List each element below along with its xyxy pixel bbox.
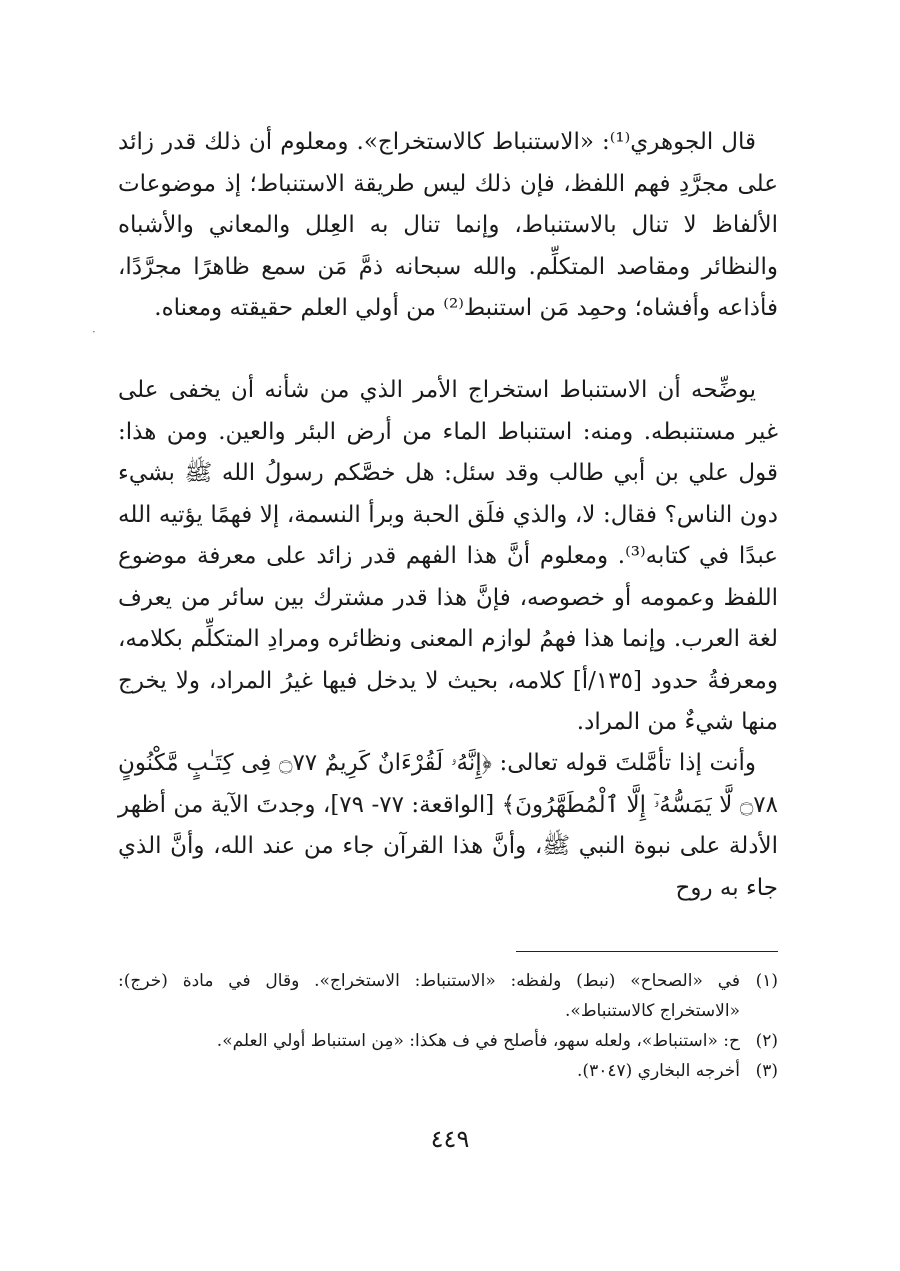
footnotes — [118, 966, 778, 1086]
footnote-text: أخرجه البخاري (٣٠٤٧). — [577, 1061, 740, 1081]
paragraph-2 — [118, 370, 778, 744]
footnote-number: (٣) — [755, 1061, 778, 1081]
footnote-text: ح: «استنباط»، ولعله سهو، فأصلح في ف هكذا: «مِن استنباط أولي العلم». — [216, 1031, 740, 1051]
margin-mark: · — [92, 325, 96, 339]
footnote-text: في «الصحاح» (نبط) ولفظه: «الاستنباط: الاستخراج». وقال في مادة (خرج): «الاستخراج كالاستنباط». — [118, 971, 740, 1021]
footnote-1 — [118, 966, 778, 1026]
paragraph-3-text: وأنت إذا تأمَّلتَ قوله تعالى: ﴿إِنَّهُۥ لَقُرْءَانٌ كَرِيمٌ ۝٧٧ فِى كِتَـٰبٍ مَّكْنُونٍ ۝٧٨ لَّا يَمَسُّهُۥٓ إِلَّا ٱلْمُطَهَّرُونَ﴾ [الواقعة: ٧٧- ٧٩]، وجدتَ الآية من أظهر الأدلة على نبوة النبي ﷺ، وأنَّ هذا القرآن جاء من عند الله، وأنَّ الذي جاء به روح — [118, 750, 778, 901]
paragraph-2-text: يوضِّحه أن الاستنباط استخراج الأمر الذي من شأنه أن يخفى على غير مستنبطه. ومنه: استنباط الماء من أرض البئر والعين. ومن هذا: قول علي بن أبي طالب وقد سئل: هل خصَّكم رسولُ الله ﷺ بشيء دون الناس؟ فقال: لا، والذي فلَق الحبة وبرأ النسمة، إلا فهمًا يؤتيه الله عبدًا في كتابه⁽³⁾. ومعلوم أنَّ هذا الفهم قدر زائد على معرفة موضوع اللفظ وعمومه أو خصوصه، فإنَّ هذا قدر مشترك بين سائر من يعرف لغة العرب. وإنما هذا فهمُ لوازم المعنى ونظائره ومرادِ المتكلِّم بكلامه، ومعرفةُ حدود [١٣٥/أ] كلامه، بحيث لا يدخل فيها غيرُ المراد، ولا يخرج منها شيءٌ من المراد. — [118, 377, 778, 735]
paragraph-1 — [118, 122, 778, 330]
footnote-separator — [516, 951, 778, 952]
paragraph-1-text: قال الجوهري⁽¹⁾: «الاستنباط كالاستخراج». ومعلوم أن ذلك قدر زائد على مجرَّدِ فهم اللفظ، فإن ذلك ليس طريقة الاستنباط؛ إذ موضوعات الألفاظ لا تنال بالاستنباط، وإنما تنال به العِلل والمعاني والأشباه والنظائر ومقاصد المتكلِّم. والله سبحانه ذمَّ مَن سمع ظاهرًا مجرَّدًا، فأذاعه وأفشاه؛ وحمِد مَن استنبط⁽²⁾ من أولي العلم حقيقته ومعناه. — [118, 129, 778, 321]
paragraph-3 — [118, 743, 778, 909]
footnote-3 — [118, 1056, 778, 1086]
footnote-2 — [118, 1026, 778, 1056]
footnote-number: (١) — [755, 971, 778, 991]
footnote-number: (٢) — [755, 1031, 778, 1051]
page-number: ٤٤٩ — [430, 1125, 470, 1153]
